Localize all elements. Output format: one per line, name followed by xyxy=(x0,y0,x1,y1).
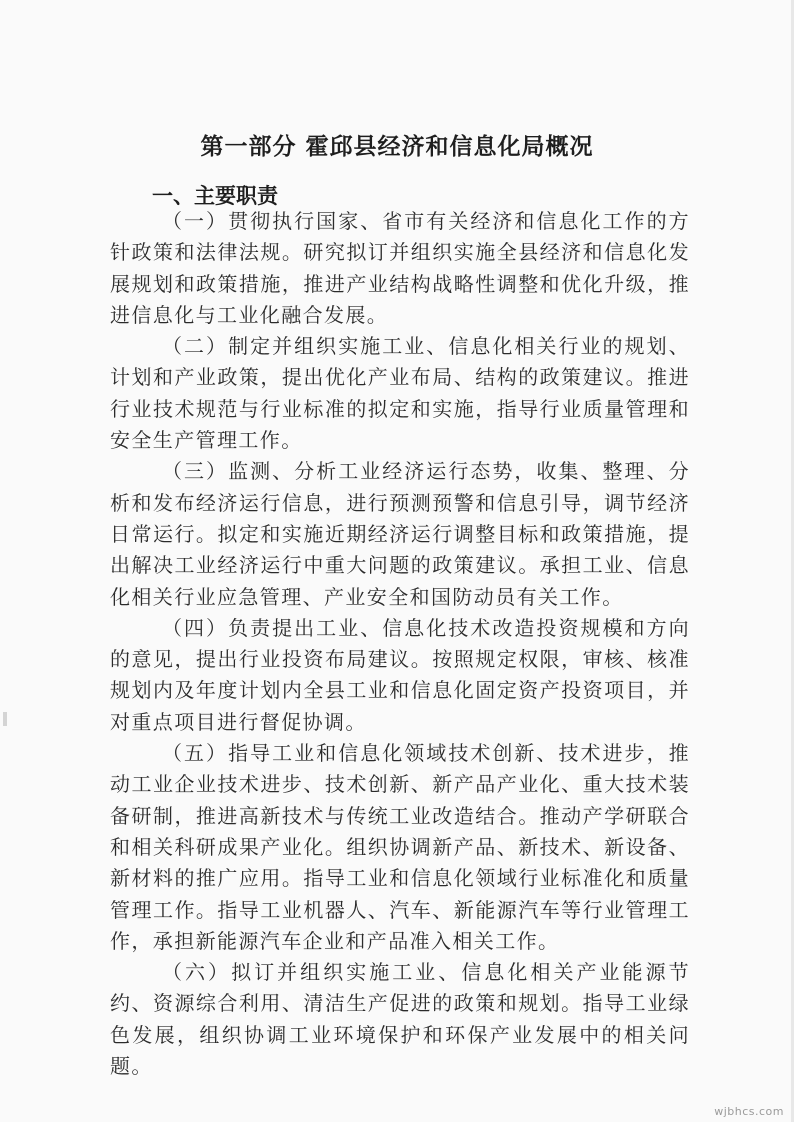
paragraph-2: （二）制定并组织实施工业、信息化相关行业的规划、计划和产业政策，提出优化产业布局、结构的政策建议。推进行业技术规范与行业标准的拟定和实施，指导行业质量管理和安全生产管理工作。 xyxy=(110,334,690,453)
scan-mark xyxy=(3,712,7,726)
paragraph-3: （三）监测、分析工业经济运行态势，收集、整理、分析和发布经济运行信息，进行预测预警和信息引导，调节经济日常运行。拟定和实施近期经济运行调整目标和政策措施，提出解决工业经济运行中重大问题的政策建议。承担工业、信息化相关行业应急管理、产业安全和国防动员有关工作。 xyxy=(110,459,690,609)
body-text xyxy=(110,206,690,1082)
section-heading: 一、主要职责 xyxy=(152,184,278,208)
paragraph-5: （五）指导工业和信息化领域技术创新、技术进步，推动工业企业技术进步、技术创新、新产品产业化、重大技术装备研制，推进高新技术与传统工业改造结合。推动产学研联合和相关科研成果产业化。组织协调新产品、新技术、新设备、新材料的推广应用。指导工业和信息化领域行业标准化和质量管理工作。指导工业机器人、汽车、新能源汽车等行业管理工作，承担新能源汽车企业和产品准入相关工作。 xyxy=(110,741,690,953)
paragraph-4: （四）负责提出工业、信息化技术改造投资规模和方向的意见，提出行业投资布局建议。按照规定权限，审核、核准规划内及年度计划内全县工业和信息化固定资产投资项目，并对重点项目进行督促协调。 xyxy=(110,615,690,734)
page-title: 第一部分 霍邱县经济和信息化局概况 xyxy=(200,134,594,160)
watermark: wjbhcs.com xyxy=(714,1105,784,1118)
paragraph-6: （六）拟订并组织实施工业、信息化相关产业能源节约、资源综合利用、清洁生产促进的政策和规划。指导工业绿色发展，组织协调工业环境保护和环保产业发展中的相关问题。 xyxy=(110,960,690,1079)
paragraph-1: （一）贯彻执行国家、省市有关经济和信息化工作的方针政策和法律法规。研究拟订并组织实施全县经济和信息化发展规划和政策措施，推进产业结构战略性调整和优化升级，推进信息化与工业化融合发展。 xyxy=(110,209,690,327)
